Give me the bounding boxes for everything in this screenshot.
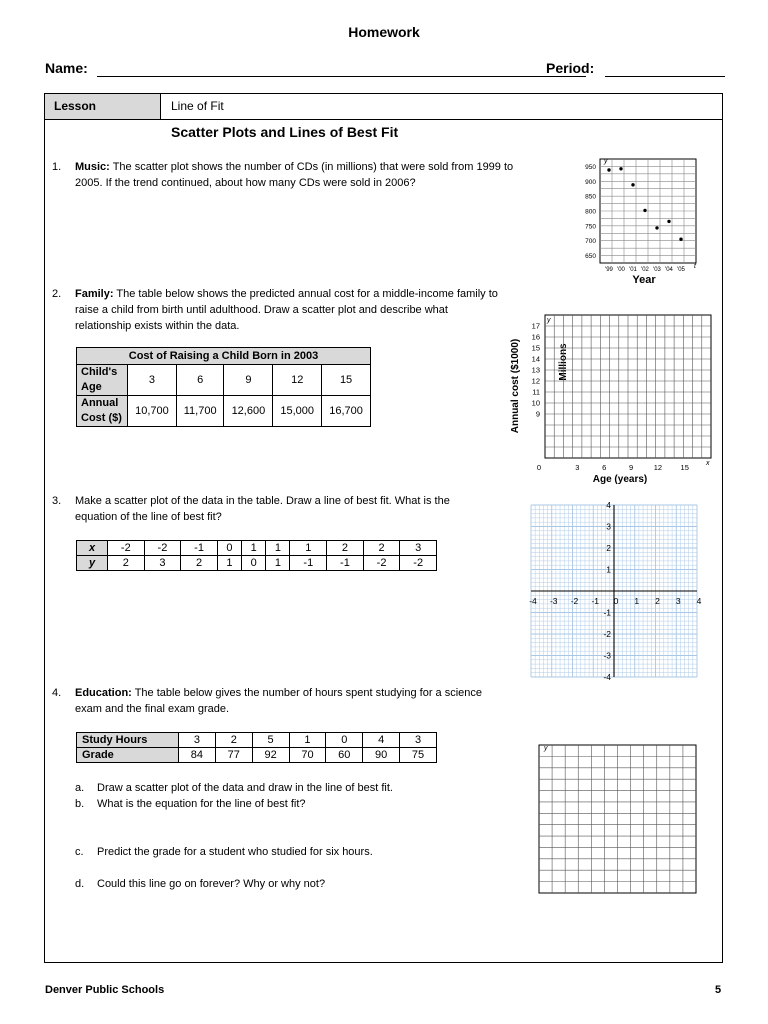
coordinate-plane-chart — [527, 502, 703, 680]
cd-sales-data-point — [679, 238, 682, 241]
question-2-topic: Family: — [75, 288, 114, 300]
part-a-mark: a. — [75, 782, 85, 794]
cd-sales-y-tick-label: 700 — [585, 238, 596, 246]
cd-sales-y-tick-label: 650 — [585, 253, 596, 261]
child-cost-x-axis-label: Age (years) — [592, 474, 648, 485]
coordinate-plane-y-tick-label: -3 — [603, 650, 611, 661]
cd-sales-y-tick-label: 950 — [585, 163, 596, 171]
coordinate-plane-y-tick-label: 4 — [606, 500, 611, 510]
period-input-line[interactable] — [605, 76, 725, 77]
table-cell: 70 — [289, 748, 326, 763]
table-cell: 2 — [363, 541, 400, 556]
cd-sales-data-point — [643, 209, 646, 212]
table-cell: 1 — [290, 541, 327, 556]
cd-sales-data-point — [631, 183, 634, 186]
lesson-value: Line of Fit — [171, 99, 224, 113]
footer-school: Denver Public Schools — [45, 984, 165, 996]
table-cell: 75 — [400, 748, 437, 763]
cd-sales-scatter-plot — [552, 154, 702, 381]
cd-sales-x-tick-label: '00 — [617, 267, 625, 273]
table-cell: 0 — [326, 733, 363, 748]
period-label: Period: — [546, 60, 595, 76]
table-cell: 15 — [322, 365, 371, 396]
part-b-mark: b. — [75, 798, 85, 810]
part-b-text: What is the equation for the line of best fit? — [97, 798, 306, 810]
coordinate-plane-y-tick-label: 3 — [606, 521, 611, 532]
child-cost-y-letter: y — [547, 317, 551, 324]
table-cell: 16,700 — [322, 396, 371, 427]
table-cell: 5 — [252, 733, 289, 748]
table-cell: 77 — [215, 748, 252, 763]
question-2-line-3: relationship exists within the data. — [75, 320, 240, 332]
question-4-line-1: The table below gives the number of hours spent studying for a science — [131, 687, 483, 699]
coordinate-plane-x-tick-label: -1 — [591, 596, 600, 606]
coordinate-plane-x-tick-label: 4 — [696, 596, 702, 606]
child-cost-y-tick-label: 10 — [531, 398, 540, 408]
coordinate-plane-y-tick-label: -4 — [603, 672, 611, 682]
table-cell: 90 — [363, 748, 400, 763]
question-2-line-1: The table below shows the predicted annual cost for a middle-income family to — [113, 288, 498, 300]
study-grade-table — [76, 732, 437, 763]
cd-sales-data-point — [655, 226, 658, 229]
cd-sales-x-tick-label: '04 — [665, 267, 673, 273]
table-cell: -1 — [327, 556, 364, 571]
grade-header: Grade — [77, 748, 179, 763]
cd-sales-data-point — [607, 168, 610, 171]
table-cell: -2 — [144, 541, 181, 556]
table-cell: 60 — [326, 748, 363, 763]
study-hours-header: Study Hours — [77, 733, 179, 748]
part-c-text: Predict the grade for a student who studied for six hours. — [97, 846, 373, 858]
child-cost-x-tick-label: 3 — [575, 463, 580, 472]
child-cost-x-tick-label: 6 — [602, 463, 607, 472]
part-b — [75, 796, 306, 812]
table-cell: 10,700 — [128, 396, 177, 427]
table-cell: 9 — [224, 365, 273, 396]
cd-sales-y-tick-label: 750 — [585, 223, 596, 231]
cd-sales-grid — [600, 159, 696, 263]
child-cost-tick-labels — [532, 322, 689, 473]
cd-sales-x-tick-label: '01 — [629, 267, 637, 273]
child-cost-x-tick-label: 9 — [628, 463, 634, 472]
table-cell: 3 — [400, 541, 437, 556]
question-3-number: 3. — [52, 495, 62, 507]
table-cell: -2 — [108, 541, 145, 556]
table-cell: 1 — [289, 733, 326, 748]
cd-sales-data-point — [667, 220, 670, 223]
coordinate-plane-x-tick-label: -4 — [529, 596, 537, 606]
question-3-line-2: equation of the line of best fit? — [75, 511, 222, 523]
name-label: Name: — [45, 60, 88, 76]
study-grade-grid-chart — [533, 740, 701, 898]
table-cell: -1 — [181, 541, 218, 556]
question-3-line-1: Make a scatter plot of the data in the table. Draw a line of best fit. What is the — [75, 495, 450, 507]
study-grade-y-letter: y — [544, 745, 548, 752]
child-cost-grid-chart — [502, 310, 718, 488]
question-1-number: 1. — [52, 161, 62, 173]
child-cost-x-tick-label: 0 — [536, 463, 542, 472]
cd-sales-x-tick-label: '03 — [653, 267, 661, 273]
child-cost-y-tick-label: 11 — [532, 387, 540, 397]
cd-sales-y-tick-label: 850 — [585, 193, 596, 201]
table-cell: 4 — [363, 733, 400, 748]
name-input-line[interactable] — [97, 76, 586, 77]
child-age-header: Child's Age — [77, 365, 128, 396]
child-cost-y-axis-label: Annual cost ($1000) — [510, 338, 521, 434]
child-cost-y-tick-label: 16 — [531, 332, 540, 342]
question-1-topic: Music: — [75, 161, 110, 173]
coordinate-plane-y-tick-label: -2 — [603, 629, 611, 639]
question-2 — [52, 286, 532, 336]
part-c-mark: c. — [75, 846, 84, 858]
table-cell: 3 — [179, 733, 216, 748]
question-4-topic: Education: — [75, 687, 132, 699]
table-cell: 11,700 — [176, 396, 224, 427]
cd-sales-x-tick-label: '02 — [641, 267, 649, 273]
x-header: x — [77, 541, 108, 556]
lesson-label: Lesson — [45, 94, 161, 119]
table-cell: 3 — [400, 733, 437, 748]
table-cell: 1 — [217, 556, 241, 571]
table-cell: 1 — [266, 556, 290, 571]
child-cost-table-caption: Cost of Raising a Child Born in 2003 — [77, 348, 371, 365]
coordinate-plane-x-tick-label: 1 — [634, 596, 640, 606]
cd-sales-x-letter: t — [694, 263, 696, 270]
table-cell: 84 — [179, 748, 216, 763]
child-cost-y-tick-label: 13 — [531, 365, 540, 375]
table-cell: 1 — [266, 541, 290, 556]
section-heading: Scatter Plots and Lines of Best Fit — [171, 124, 399, 140]
child-cost-grid — [545, 315, 711, 458]
coordinate-plane-x-tick-label: -2 — [570, 596, 579, 606]
table-cell: 2 — [181, 556, 218, 571]
table-cell: 12,600 — [224, 396, 273, 427]
question-4-number: 4. — [52, 687, 62, 699]
part-a — [75, 780, 393, 796]
table-cell: 15,000 — [273, 396, 322, 427]
table-cell: -2 — [363, 556, 400, 571]
table-cell: -2 — [400, 556, 437, 571]
cd-sales-y-tick-label: 800 — [585, 208, 596, 216]
name-period-row — [45, 58, 725, 80]
cd-sales-y-tick-label: 900 — [585, 178, 596, 186]
table-cell: 6 — [176, 365, 224, 396]
cd-sales-x-tick-label: '99 — [605, 267, 613, 273]
child-cost-x-tick-label: 15 — [680, 463, 689, 472]
child-cost-x-tick-label: 12 — [653, 463, 663, 472]
child-cost-table — [76, 347, 371, 427]
coordinate-plane-y-tick-label: -1 — [603, 607, 611, 618]
xy-table — [76, 540, 437, 571]
question-1 — [52, 159, 532, 193]
footer-page-number: 5 — [715, 984, 722, 996]
table-cell: 92 — [252, 748, 289, 763]
table-cell: 2 — [327, 541, 364, 556]
cd-sales-y-letter: y — [604, 158, 608, 165]
child-cost-x-letter: x — [706, 460, 710, 467]
study-grade-grid — [539, 745, 696, 893]
cd-sales-x-tick-label: '05 — [677, 267, 685, 273]
coordinate-plane-x-tick-label: 3 — [675, 596, 681, 606]
table-cell: 12 — [273, 365, 322, 396]
table-cell: 2 — [108, 556, 145, 571]
cd-sales-data-point — [619, 167, 622, 170]
part-c — [75, 844, 373, 860]
child-cost-y-tick-label: 9 — [535, 409, 540, 419]
part-d-text: Could this line go on forever? Why or why not? — [97, 878, 326, 890]
table-cell: -1 — [290, 556, 327, 571]
coordinate-plane-x-tick-label: 2 — [655, 596, 660, 606]
table-cell: 3 — [128, 365, 177, 396]
coordinate-plane-x-tick-label: 0 — [613, 596, 619, 606]
table-cell: 3 — [144, 556, 181, 571]
question-1-line-1: The scatter plot shows the number of CDs (in millions) that were sold from 1999 to — [109, 161, 514, 173]
cd-sales-y-axis-label: Millions — [558, 343, 569, 381]
child-cost-y-tick-label: 15 — [531, 343, 540, 353]
annual-cost-header: Annual Cost ($) — [77, 396, 128, 427]
table-cell: 0 — [217, 541, 241, 556]
coordinate-plane-x-tick-label: -3 — [549, 596, 558, 606]
child-cost-y-tick-label: 14 — [531, 354, 540, 364]
question-2-number: 2. — [52, 288, 62, 300]
part-d-mark: d. — [75, 878, 85, 890]
table-cell: 2 — [215, 733, 252, 748]
coordinate-plane-y-tick-label: 1 — [606, 564, 611, 575]
coordinate-plane-grid — [531, 505, 697, 677]
question-2-line-2: raise a child from birth until adulthood. Draw a scatter plot and describe what — [75, 304, 448, 316]
lesson-row — [44, 93, 723, 120]
question-3 — [52, 493, 532, 527]
question-1-line-2: 2005. If the trend continued, about how many CDs were sold in 2006? — [75, 177, 416, 189]
child-cost-y-tick-label: 12 — [531, 376, 540, 386]
coordinate-plane-y-tick-label: 2 — [606, 543, 611, 553]
cd-sales-x-axis-label: Year — [632, 274, 656, 286]
page-title: Homework — [348, 24, 420, 40]
part-d — [75, 876, 326, 892]
table-cell: 0 — [242, 556, 266, 571]
y-header: y — [77, 556, 108, 571]
question-4-line-2: exam and the final exam grade. — [75, 703, 230, 715]
part-a-text: Draw a scatter plot of the data and draw in the line of best fit. — [97, 782, 393, 794]
table-cell: 1 — [242, 541, 266, 556]
question-4 — [52, 685, 532, 719]
child-cost-y-tick-label: 17 — [531, 321, 540, 331]
